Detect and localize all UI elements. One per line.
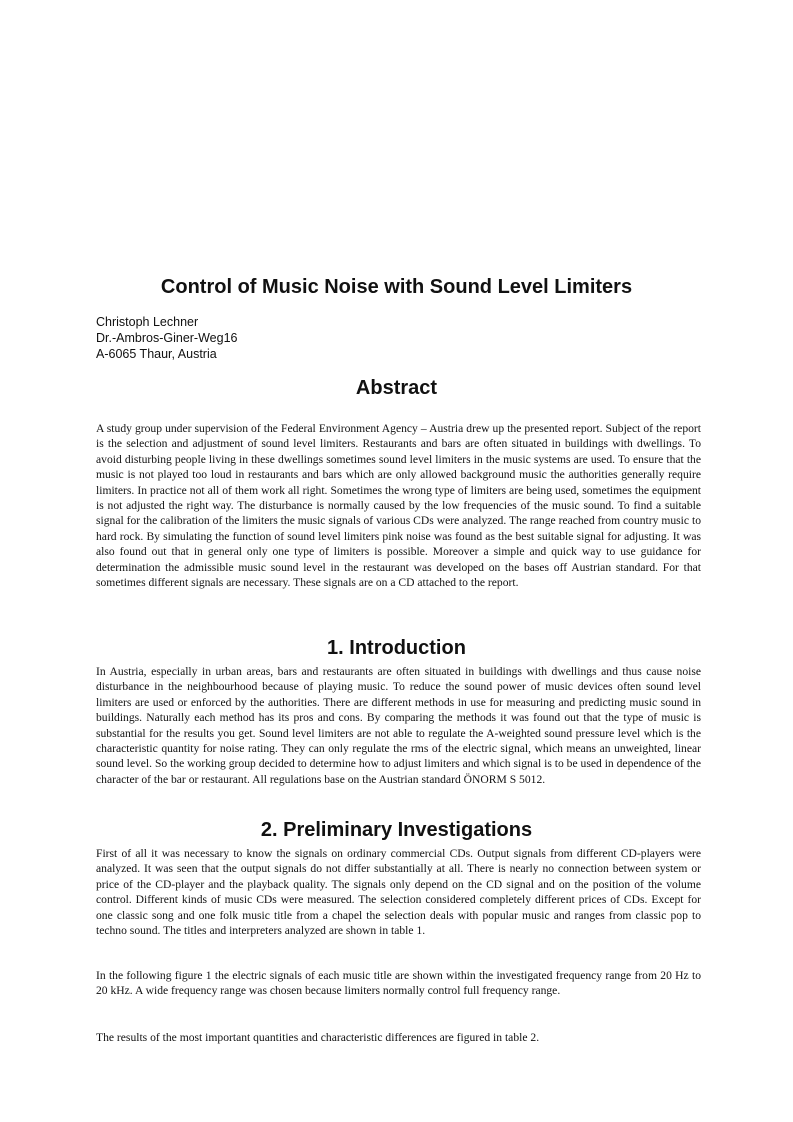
preliminary-heading: 2. Preliminary Investigations [260,819,533,841]
author-address-line2: A-6065 Thaur, Austria [96,347,217,361]
preliminary-paragraph-2: In the following figure 1 the electric signals of each music title are shown within the investigated frequency range from 20 Hz to 20 kHz. A wide frequency range was chosen because limiters normally control full frequency range. [96,969,701,998]
author-address-line1: Dr.-Ambros-Giner-Weg16 [96,331,238,345]
preliminary-paragraph-3: The results of the most important quantities and characteristic differences are figured in table 2. [96,1031,540,1044]
paper-title: Control of Music Noise with Sound Level Limiters [160,276,633,298]
abstract-text: A study group under supervision of the Federal Environment Agency – Austria drew up the presented report. Subject of the report is the selection and adjustment of sound level limiters. Restaurants and bars are often situated in buildings with dwellings. To avoid disturbing people living in these dwellings sometimes sound level limiters in the music systems are used. To ensure that the music is not played too loud in restaurants and bars which are only allowed background music the authorities generally require limiters. In practice not all of them work all right. Sometimes the wrong type of limiters are being used, sometimes the equipment is not adjusted the right way. The disturbance is normally caused by the low frequencies of the music sound. To find a suitable signal for the calibration of the limiters the music signals of various CDs were analyzed. The range reached from country music to hard rock. By simulating the function of sound level limiters pink noise was found as the best suitable signal for adjusting. It was also found out that in general only one type of limiters is possible. Moreover a simple and quick way to use guidance for determination the admissible music sound level in the restaurant was developed on the bases off Austrian standard. For that sometimes different signals are necessary. These signals are on a CD attached to the report. [96,422,701,590]
author-name: Christoph Lechner [96,315,199,329]
abstract-heading: Abstract [355,377,438,399]
introduction-text: In Austria, especially in urban areas, bars and restaurants are often situated in buildings with dwellings and thus cause noise disturbance in the neighbourhood because of playing music. To reduce the sound power of music devices often sound level limiters are used or enforced by the authorities. There are different methods in use for measuring and predicting music sound in buildings. Naturally each method has its pros and cons. By comparing the methods it was found out that the type of music is substantial for the results you get. Sound level limiters are not able to regulate the A-weighted sound pressure level which is the characteristic quantity for noise rating. They can only regulate the rms of the electric signal, which means an unweighted, linear sound level. So the working group decided to determine how to adjust limiters and which signal is to be used in dependence of the character of the bar or restaurant. All regulations base on the Austrian standard ÖNORM S 5012. [96,665,701,786]
introduction-heading: 1. Introduction [327,637,466,659]
author-block [96,314,237,362]
preliminary-paragraph-1: First of all it was necessary to know the signals on ordinary commercial CDs. Output signals from different CD-players were analyzed. It was seen that the output signals do not differ substantially at all. There is nearly no connection between system or price of the CD-player and the playback quality. The signals only depend on the CD signal and on the position of the volume control. Different kinds of music CDs were measured. The selection considered completely different prices of CDs. Except for one classic song and one folk music title from a chapel the selection deals with popular music and ranges from classic pop to techno sound. The titles and interpreters analyzed are shown in table 1. [96,847,701,938]
